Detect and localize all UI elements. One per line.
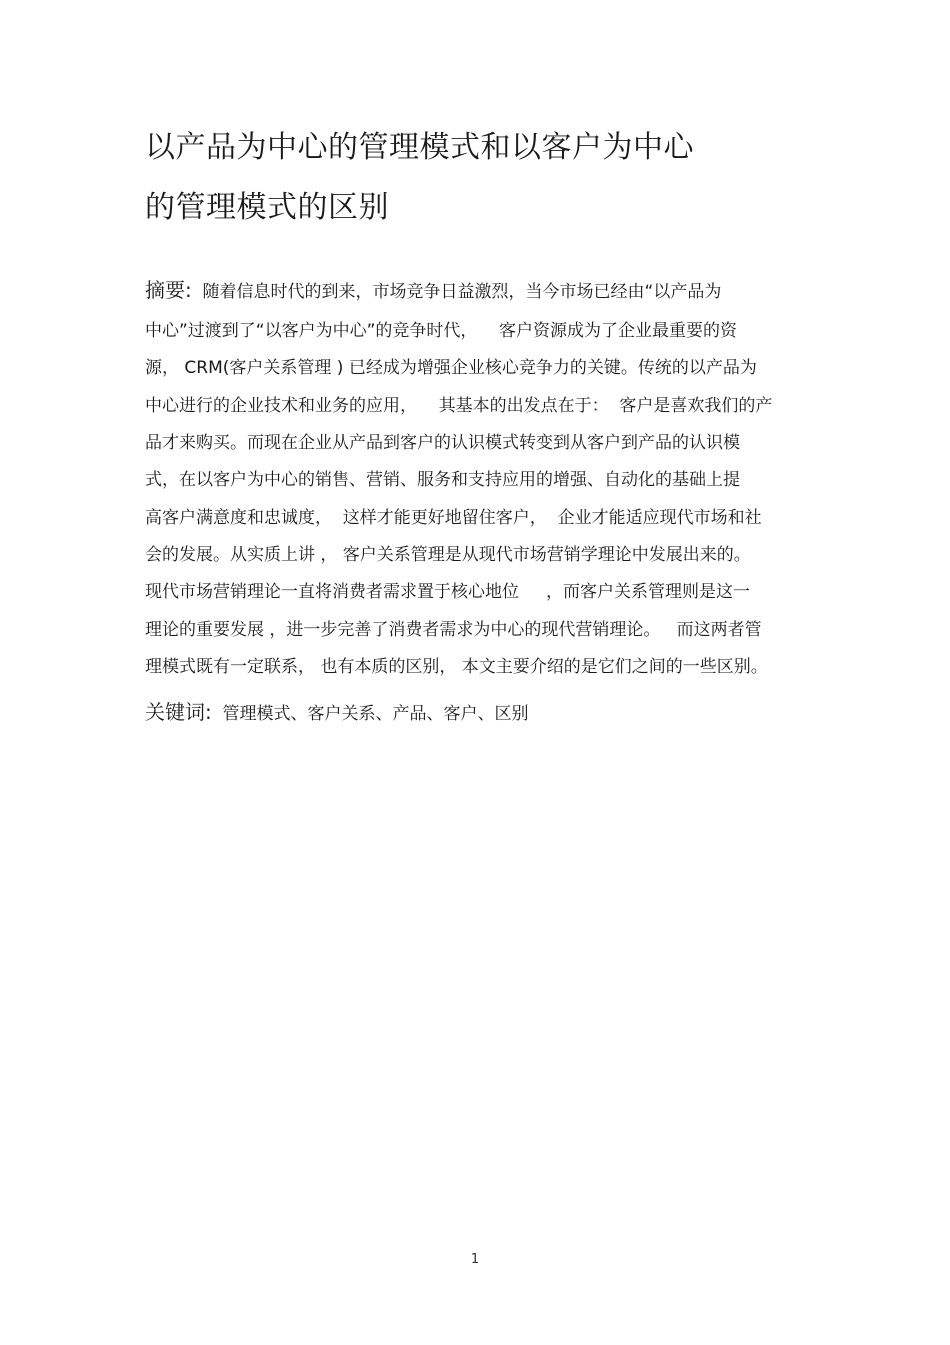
abstract-line-6: 式，在以客户为中心的销售、营销、服务和支持应用的增强、自动化的基础上提 — [145, 470, 740, 490]
abstract-line-4: 中心进行的企业技术和业务的应用， 其基本的出发点在于： 客户是喜欢我们的产 — [145, 396, 773, 416]
document-title-line-1: 以产品为中心的管理模式和以客户为中心 — [145, 130, 694, 165]
abstract-line-5: 品才来购买。而现在企业从产品到客户的认识模式转变到从客户到产品的认识模 — [145, 433, 740, 453]
abstract-line-8: 会的发展。从实质上讲 ， 客户关系管理是从现代市场营销学理论中发展出来的。 — [145, 545, 751, 565]
document-title-line-2: 的管理模式的区别 — [145, 190, 389, 225]
abstract-line-9: 现代市场营销理论一直将消费者需求置于核心地位 ，而客户关系管理则是这一 — [145, 582, 751, 602]
abstract-line-11: 理模式既有一定联系， 也有本质的区别， 本文主要介绍的是它们之间的一些区别。 — [145, 657, 768, 677]
abstract-text: 随着信息时代的到来，市场竞争日益激烈，当今市场已经由“以产品为 — [191, 282, 722, 302]
abstract-line-1 — [145, 278, 810, 304]
abstract-line-3: 源， CRM(客户关系管理 ) 已经成为增强企业核心竞争力的关键。传统的以产品为 — [145, 358, 757, 378]
page-number: 1 — [470, 1252, 480, 1267]
abstract-line-2: 中心”过渡到了“以客户为中心”的竞争时代， 客户资源成为了企业最重要的资 — [145, 321, 738, 341]
abstract-label: 摘要: — [145, 278, 192, 302]
keywords-text: 管理模式、客户关系、产品、客户、区别 — [211, 704, 529, 724]
keywords-line — [145, 700, 810, 726]
abstract-line-7: 高客户满意度和忠诚度， 这样才能更好地留住客户， 企业才能适应现代市场和社 — [145, 508, 762, 528]
abstract-line-10: 理论的重要发展 ，进一步完善了消费者需求为中心的现代营销理论。 而这两者管 — [145, 620, 762, 640]
keywords-label: 关键词: — [145, 700, 212, 724]
